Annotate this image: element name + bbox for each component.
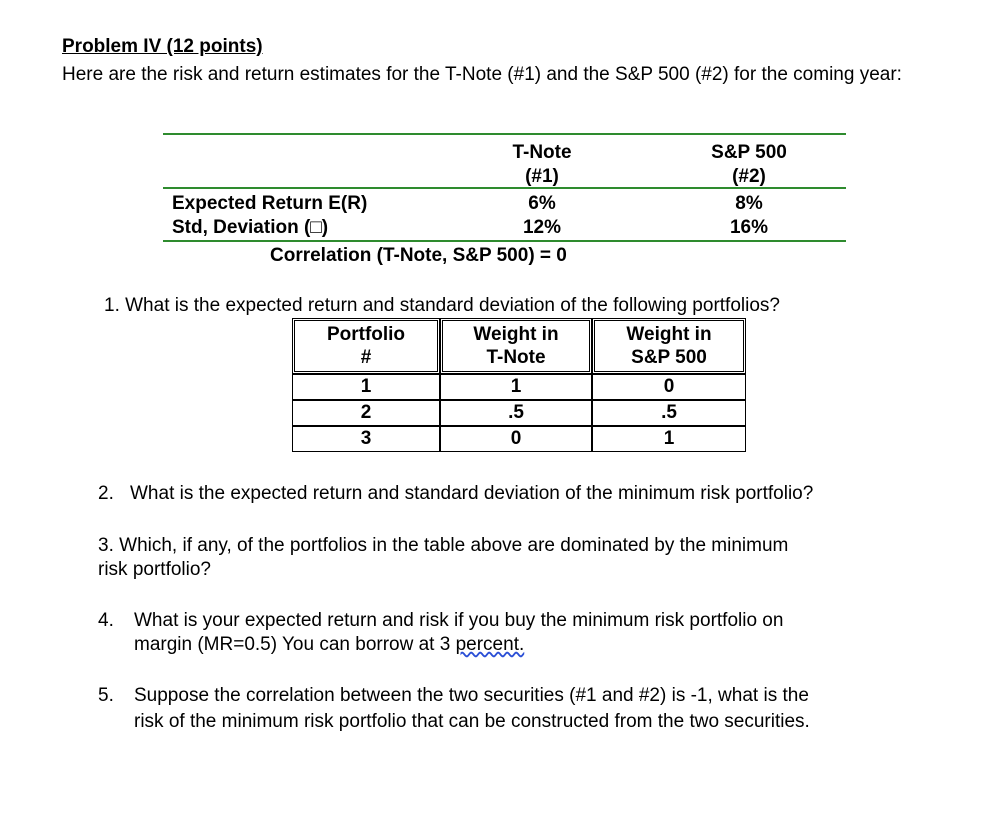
question-1: 1. What is the expected return and standard deviation of the following portfolios? xyxy=(104,295,780,316)
header-sp500-name: S&P 500 xyxy=(711,142,787,163)
cell-portfolio: 1 xyxy=(292,374,440,400)
cell-weight-sp500: 0 xyxy=(592,374,746,400)
question-2-number: 2. xyxy=(98,483,114,504)
question-4-line2 xyxy=(134,633,948,657)
col-weight-sp500-line1: Weight in xyxy=(626,324,712,345)
col-weight-sp500 xyxy=(592,318,746,374)
table-bottom-rule xyxy=(163,240,846,242)
correlation-line: Correlation (T-Note, S&P 500) = 0 xyxy=(270,245,567,266)
question-4-line1: What is your expected return and risk if you buy the minimum risk portfolio on xyxy=(134,610,784,631)
table-row xyxy=(292,374,746,400)
tnote-std-deviation: 12% xyxy=(522,217,562,238)
sp500-expected-return: 8% xyxy=(735,193,763,214)
question-4-number: 4. xyxy=(98,610,114,631)
cell-weight-tnote: 1 xyxy=(440,374,592,400)
question-5 xyxy=(98,683,968,735)
question-3-line1 xyxy=(98,534,948,558)
header-tnote-number: (#1) xyxy=(525,166,559,187)
question-5-line2: risk of the minimum risk portfolio that can be constructed from the two securities. xyxy=(134,711,810,732)
header-rule xyxy=(163,187,846,189)
header-tnote-name: T-Note xyxy=(512,142,572,163)
portfolio-table-header xyxy=(292,318,746,374)
header-tnote xyxy=(482,141,602,189)
question-2 xyxy=(98,482,948,506)
cell-weight-sp500: 1 xyxy=(592,426,746,452)
sp500-std-deviation: 16% xyxy=(729,217,769,238)
question-5-line1: Suppose the correlation between the two securities (#1 and #2) is -1, what is the xyxy=(134,685,809,706)
question-5-number: 5. xyxy=(98,685,114,706)
cell-weight-tnote: 0 xyxy=(440,426,592,452)
header-sp500-number: (#2) xyxy=(732,166,766,187)
row-label-expected-return: Expected Return E(R) xyxy=(172,193,368,214)
table-row xyxy=(292,400,746,426)
problem-intro: Here are the risk and return estimates for the T-Note (#1) and the S&P 500 (#2) for the coming year: xyxy=(62,64,902,85)
question-3-number: 3. xyxy=(98,535,114,556)
cell-portfolio: 2 xyxy=(292,400,440,426)
header-sp500 xyxy=(689,141,809,189)
spellcheck-underlined-word: percent. xyxy=(455,634,525,655)
tnote-expected-return: 6% xyxy=(528,193,556,214)
cell-portfolio: 3 xyxy=(292,426,440,452)
question-3-line2: risk portfolio? xyxy=(98,559,211,580)
portfolio-table xyxy=(292,318,746,452)
question-3-text: Which, if any, of the portfolios in the table above are dominated by the minimum xyxy=(119,535,789,556)
col-weight-tnote xyxy=(440,318,592,374)
cell-weight-tnote: .5 xyxy=(440,400,592,426)
question-2-text: What is the expected return and standard deviation of the minimum risk portfolio? xyxy=(130,483,814,504)
col-portfolio-line1: Portfolio xyxy=(326,324,406,345)
col-weight-tnote-line1: Weight in xyxy=(473,324,559,345)
table-row xyxy=(292,426,746,452)
question-4-line2-text: margin (MR=0.5) You can borrow at 3 xyxy=(134,634,456,655)
row-label-std-deviation: Std, Deviation (□) xyxy=(172,217,329,238)
col-weight-tnote-line2: T-Note xyxy=(486,347,546,368)
question-4 xyxy=(98,609,948,657)
question-3 xyxy=(98,534,948,582)
col-portfolio-line2: # xyxy=(360,347,372,368)
col-weight-sp500-line2: S&P 500 xyxy=(631,347,707,368)
cell-weight-sp500: .5 xyxy=(592,400,746,426)
problem-title: Problem IV (12 points) xyxy=(62,36,263,57)
col-portfolio-number xyxy=(292,318,440,374)
table-top-rule xyxy=(163,133,846,135)
